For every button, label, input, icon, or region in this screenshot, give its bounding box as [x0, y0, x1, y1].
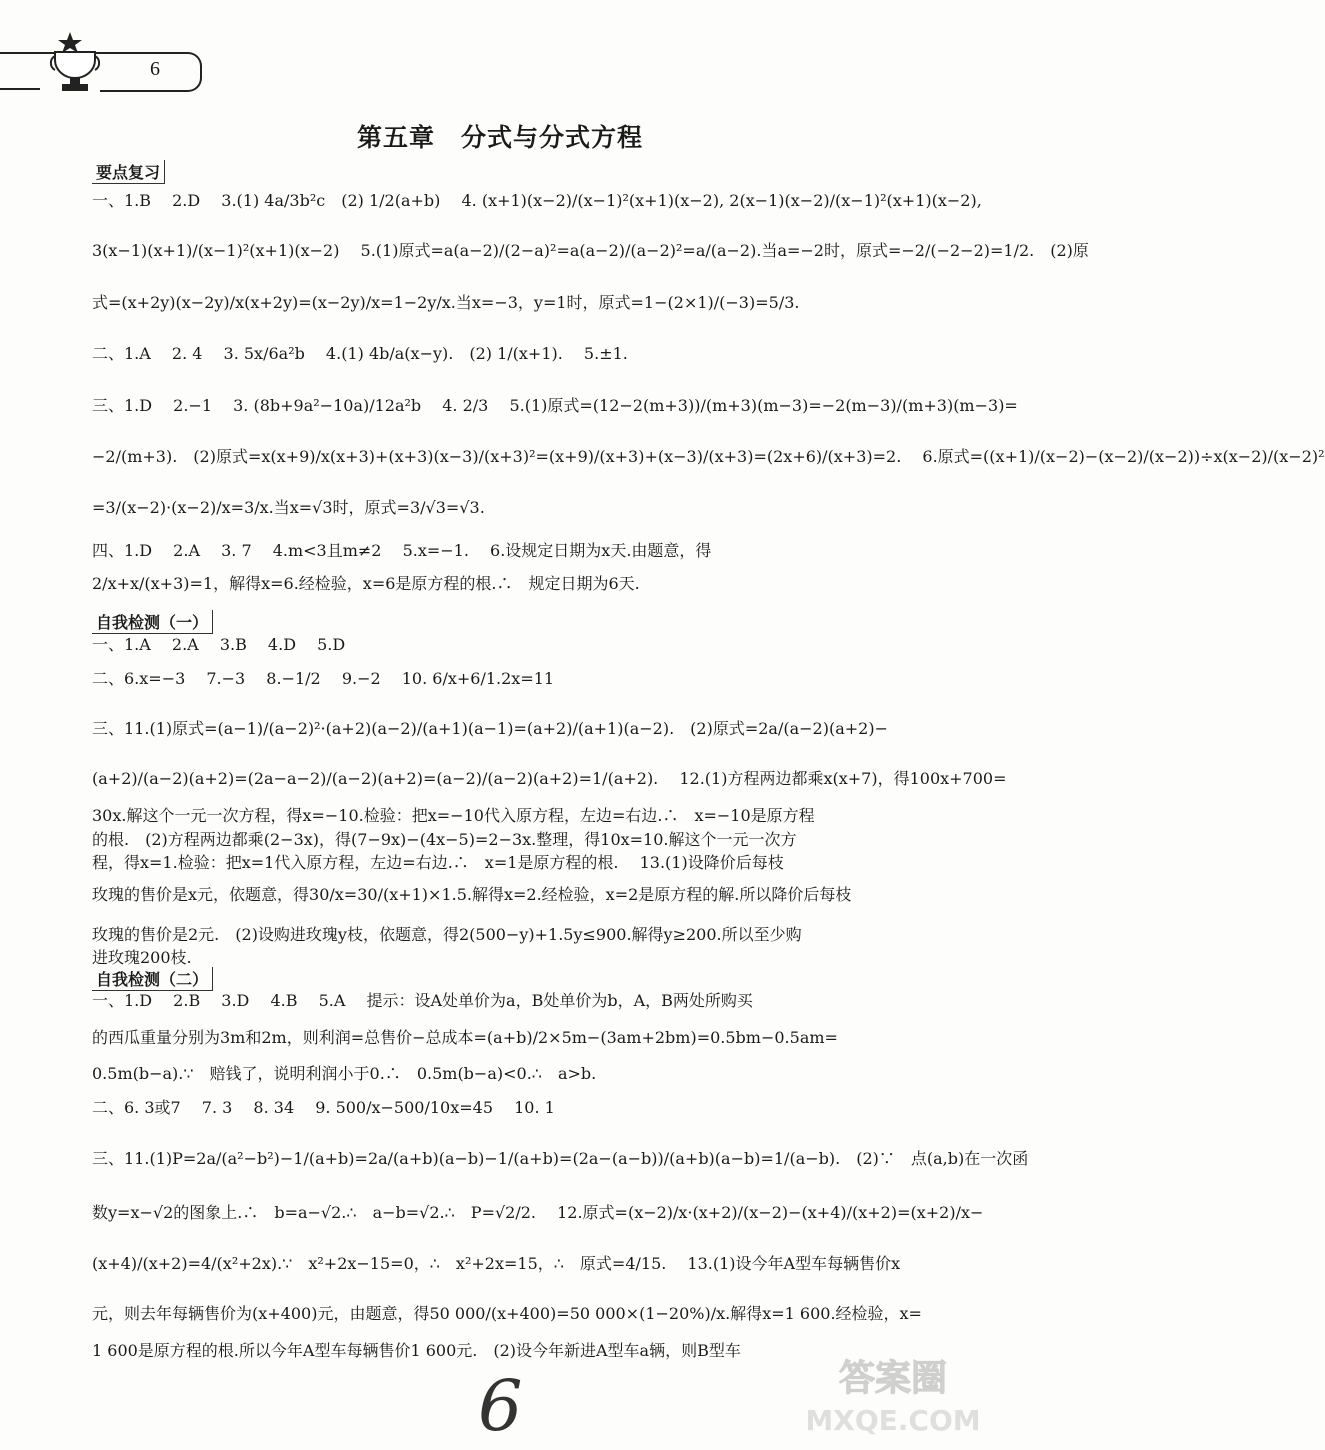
answer-line: 一、1.D 2.B 3.D 4.B 5.A 提示：设A处单价为a，B处单价为b，A，B两处所购买	[92, 991, 753, 1010]
answer-line: 三、1.D 2.−1 3. (8b+9a²−10a)/12a²b 4. 2/3 5.(1)原式=(12−2(m+3))/(m+3)(m−3)=−2(m−3)/(m+3)(m−3)=	[92, 396, 1018, 415]
answer-line: 二、6. 3或7 7. 3 8. 34 9. 500/x−500/10x=45 10. 1	[92, 1098, 555, 1117]
chapter-title: 第五章 分式与分式方程	[356, 123, 643, 152]
answer-line: 式=(x+2y)(x−2y)/x(x+2y)=(x−2y)/x=1−2y/x.当x=−3，y=1时，原式=1−(2×1)/(−3)=5/3.	[92, 293, 800, 312]
answer-line: 程，得x=1.检验：把x=1代入原方程，左边=右边.∴ x=1是原方程的根. 13.(1)设降价后每枝	[92, 853, 784, 872]
answer-line: 30x.解这个一元一次方程，得x=−10.检验：把x=−10代入原方程，左边=右边.∴ x=−10是原方程	[92, 806, 815, 825]
answer-line: 数y=x−√2的图象上.∴ b=a−√2.∴ a−b=√2.∴ P=√2/2. 12.原式=(x−2)/x·(x+2)/(x−2)−(x+4)/(x+2)=(x+2)/x−	[92, 1203, 984, 1222]
handwritten-page-number: 6	[478, 1365, 523, 1447]
section-heading-review: 要点复习	[92, 160, 165, 184]
answer-line: 玫瑰的售价是2元. (2)设购进玫瑰y枝，依题意，得2(500−y)+1.5y≤900.解得y≥200.所以至少购	[92, 925, 802, 944]
answer-line: 元，则去年每辆售价为(x+400)元，由题意，得50 000/(x+400)=50 000×(1−20%)/x.解得x=1 600.经检验，x=	[92, 1304, 922, 1323]
watermark-bottom-text: MXQE.COM	[805, 1404, 981, 1437]
answer-line: 四、1.D 2.A 3. 7 4.m<3且m≠2 5.x=−1. 6.设规定日期为x天.由题意，得	[92, 541, 712, 560]
page-number: 6	[150, 58, 160, 80]
answer-line: 三、11.(1)P=2a/(a²−b²)−1/(a+b)=2a/(a+b)(a−b)−1/(a+b)=(2a−(a−b))/(a+b)(a−b)=1/(a−b). (2)∵ 点(a,b)在一次函	[92, 1149, 1029, 1168]
answer-line: 2/x+x/(x+3)=1，解得x=6.经检验，x=6是原方程的根.∴ 规定日期为6天.	[92, 574, 640, 593]
answer-line: 进玫瑰200枝.	[92, 948, 192, 967]
answer-line: 3(x−1)(x+1)/(x−1)²(x+1)(x−2) 5.(1)原式=a(a−2)/(2−a)²=a(a−2)/(a−2)²=a/(a−2).当a=−2时，原式=−2/(−2−2)=1/2. (2)原	[92, 241, 1089, 260]
answer-line: 二、1.A 2. 4 3. 5x/6a²b 4.(1) 4b/a(x−y). (2) 1/(x+1). 5.±1.	[92, 344, 628, 363]
answer-line: 二、6.x=−3 7.−3 8.−1/2 9.−2 10. 6/x+6/1.2x=11	[92, 669, 555, 688]
answer-line: 的根. (2)方程两边都乘(2−3x)，得(7−9x)−(4x−5)=2−3x.整理，得10x=10.解这个一元一次方	[92, 830, 797, 849]
section-heading-check-2: 自我检测（二）	[92, 967, 213, 991]
watermark-logo	[805, 1345, 980, 1440]
answer-line: =3/(x−2)·(x−2)/x=3/x.当x=√3时，原式=3/√3=√3.	[92, 498, 485, 517]
answer-line: −2/(m+3). (2)原式=x(x+9)/x(x+3)+(x+3)(x−3)/(x+3)²=(x+9)/(x+3)+(x−3)/(x+3)=(2x+6)/(x+3)=2. 6.原式=((x+1)/(x−2)−(x−2)/(x−2))÷x(x−2)/(x−2)²	[92, 447, 1325, 466]
section-heading-check-1: 自我检测（一）	[92, 610, 213, 634]
answer-line: 1 600是原方程的根.所以今年A型车每辆售价1 600元. (2)设今年新进A型车a辆，则B型车	[92, 1341, 741, 1360]
answer-line: (x+4)/(x+2)=4/(x²+2x).∵ x²+2x−15=0，∴ x²+2x=15，∴ 原式=4/15. 13.(1)设今年A型车每辆售价x	[92, 1254, 901, 1273]
header-rule-lower	[0, 88, 40, 90]
answer-line: 一、1.B 2.D 3.(1) 4a/3b²c (2) 1/2(a+b) 4. (x+1)(x−2)/(x−1)²(x+1)(x−2), 2(x−1)(x−2)/(x−1)²(x+1)(x−2),	[92, 191, 982, 210]
answer-line: 的西瓜重量分别为3m和2m，则利润=总售价−总成本=(a+b)/2×5m−(3am+2bm)=0.5bm−0.5am=	[92, 1028, 838, 1047]
answer-line: 玫瑰的售价是x元，依题意，得30/x=30/(x+1)×1.5.解得x=2.经检验，x=2是原方程的解.所以降价后每枝	[92, 885, 852, 904]
answer-line: (a+2)/(a−2)(a+2)=(2a−a−2)/(a−2)(a+2)=(a−2)/(a−2)(a+2)=1/(a+2). 12.(1)方程两边都乘x(x+7)，得100x+700=	[92, 769, 1007, 788]
answer-line: 三、11.(1)原式=(a−1)/(a−2)²·(a+2)(a−2)/(a+1)(a−1)=(a+2)/(a+1)(a−2). (2)原式=2a/(a−2)(a+2)−	[92, 719, 888, 738]
answer-line: 0.5m(b−a).∵ 赔钱了，说明利润小于0.∴ 0.5m(b−a)<0.∴ a>b.	[92, 1064, 597, 1083]
answer-line: 一、1.A 2.A 3.B 4.D 5.D	[92, 635, 346, 654]
watermark-top-text: 答案圈	[838, 1358, 948, 1399]
